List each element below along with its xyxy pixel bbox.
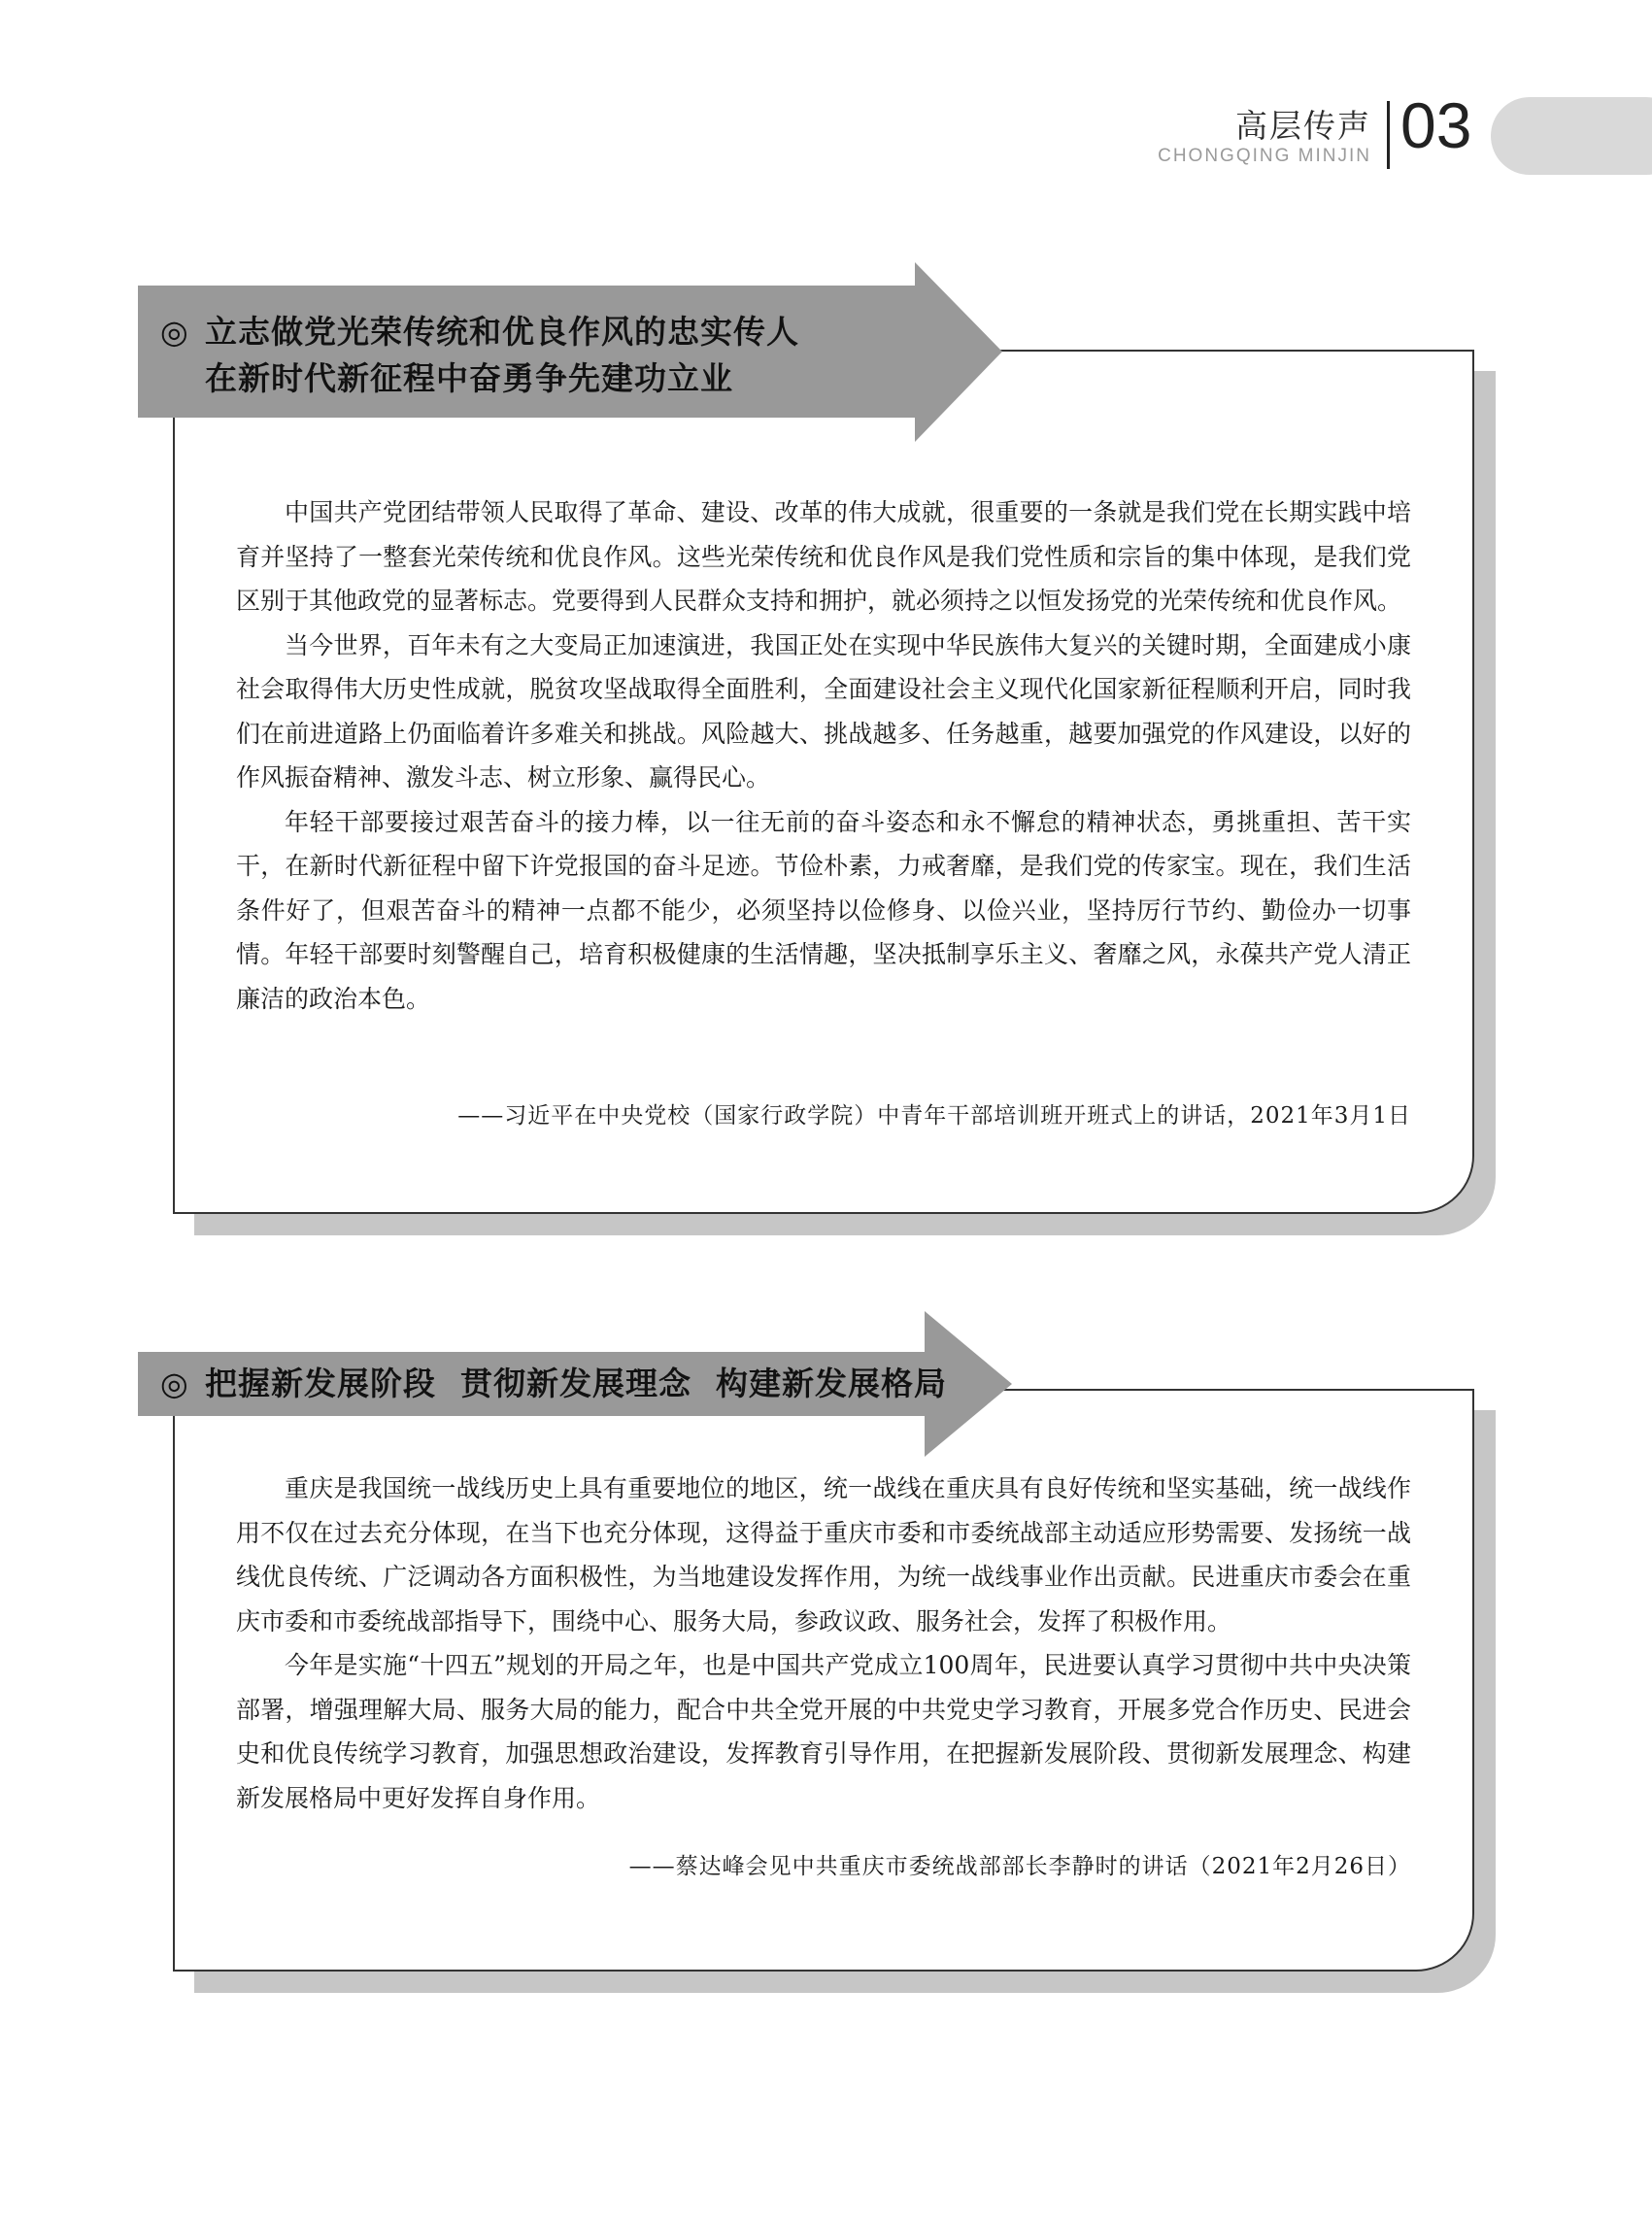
quote-source: ——蔡达峰会见中共重庆市委统战部部长李静时的讲话（2021年2月26日） [628, 1854, 1411, 1879]
paragraph: 重庆是我国统一战线历史上具有重要地位的地区，统一战线在重庆具有良好传统和坚实基础，统一战线作用不仅在过去充分体现，在当下也充分体现，这得益于重庆市委和市委统战部主动适应形势需要、发扬统一战线优良传统、广泛调动各方面积极性，为当地建设发挥作用，为统一战线事业作出贡献。民进重庆市委会在重庆市委和市委统战部指导下，围绕中心、服务大局，参政议政、服务社会，发挥了积极作用。 [236, 1474, 1411, 1635]
bullet-icon: ◎ [160, 313, 189, 351]
magazine-name: CHONGQING MINJIN [1158, 146, 1371, 166]
paragraph: 中国共产党团结带领人民取得了革命、建设、改革的伟大成就，很重要的一条就是我们党在长期实践中培育并坚持了一整套光荣传统和优良作风。这些光荣传统和优良作风是我们党性质和宗旨的集中体现，是我们党区别于其他政党的显著标志。党要得到人民群众支持和拥护，就必须持之以恒发扬党的光荣传统和优良作风。 [236, 498, 1411, 615]
article-body [236, 490, 1411, 1021]
paragraph: 当今世界，百年未有之大变局正加速演进，我国正处在实现中华民族伟大复兴的关键时期，全面建成小康社会取得伟大历史性成就，脱贫攻坚战取得全面胜利，全面建设社会主义现代化国家新征程顺利开启，同时我们在前进道路上仍面临着许多难关和挑战。风险越大、挑战越多、任务越重，越要加强党的作风建设，以好的作风振奋精神、激发斗志、树立形象、赢得民心。 [236, 630, 1411, 792]
quote-source: ——习近平在中央党校（国家行政学院）中青年干部培训班开班式上的讲话，2021年3月1日 [457, 1103, 1411, 1129]
header-divider [1387, 101, 1390, 169]
bullet-icon: ◎ [160, 1365, 189, 1402]
heading-line-2: 在新时代新征程中奋勇争先建功立业 [205, 359, 733, 397]
heading-line-1: 把握新发展阶段 贯彻新发展理念 构建新发展格局 [205, 1365, 947, 1402]
article-heading [160, 309, 799, 402]
article-heading [160, 1361, 947, 1407]
paragraph: 今年是实施“十四五”规划的开局之年，也是中国共产党成立100周年，民进要认真学习贯彻中共中央决策部署，增强理解大局、服务大局的能力，配合中共全党开展的中共党史学习教育，开展多党合作历史、民进会史和优良传统学习教育，加强思想政治建设，发挥教育引导作用，在把握新发展阶段、贯彻新发展理念、构建新发展格局中更好发挥自身作用。 [236, 1651, 1411, 1812]
section-title: 高层传声 [1235, 107, 1371, 145]
page-number: 03 [1400, 89, 1472, 161]
article-body [236, 1466, 1411, 1820]
page-tab-decoration [1491, 97, 1652, 175]
heading-line-1: 立志做党光荣传统和优良作风的忠实传人 [205, 313, 799, 351]
paragraph: 年轻干部要接过艰苦奋斗的接力棒，以一往无前的奋斗姿态和永不懈怠的精神状态，勇挑重担、苦干实干，在新时代新征程中留下许党报国的奋斗足迹。节俭朴素，力戒奢靡，是我们党的传家宝。现在，我们生活条件好了，但艰苦奋斗的精神一点都不能少，必须坚持以俭修身、以俭兴业，坚持厉行节约、勤俭办一切事情。年轻干部要时刻警醒自己，培育积极健康的生活情趣，坚决抵制享乐主义、奢靡之风，永葆共产党人清正廉洁的政治本色。 [236, 807, 1411, 1013]
